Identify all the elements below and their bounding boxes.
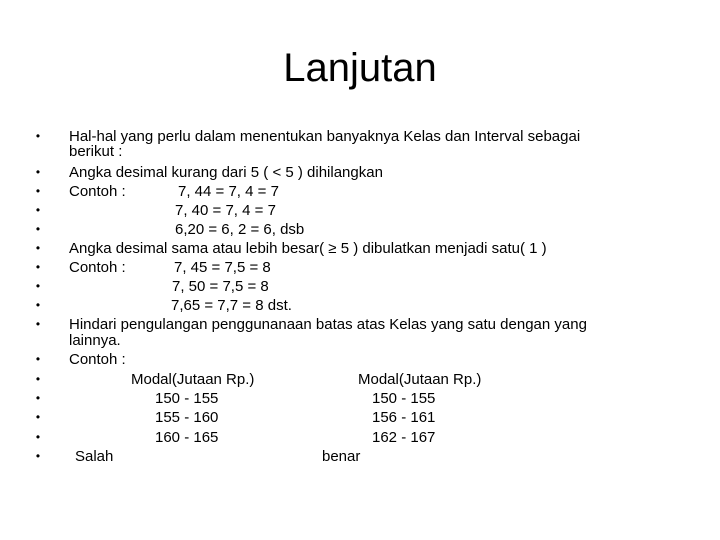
item-text: 7, 40 = 7, 4 = 7 <box>175 202 276 219</box>
bullet-icon: • <box>35 129 41 143</box>
bullet-icon: • <box>35 165 41 179</box>
bullet-icon: • <box>35 222 41 236</box>
column-header-benar: Modal(Jutaan Rp.) <box>358 371 482 388</box>
item-text: 6,20 = 6, 2 = 6, dsb <box>175 221 305 238</box>
column-header-salah: Modal(Jutaan Rp.) <box>131 371 255 388</box>
example-label: Contoh : <box>69 351 126 368</box>
bullet-icon: • <box>35 241 41 255</box>
bullet-icon: • <box>35 260 41 274</box>
interval-wrong: 160 - 165 <box>155 429 219 446</box>
bullet-icon: • <box>35 279 41 293</box>
item-text: 7, 45 = 7,5 = 8 <box>174 259 271 276</box>
bullet-icon: • <box>35 372 41 386</box>
bullet-icon: • <box>35 184 41 198</box>
item-text: Hindari pengulangan penggunanaan batas atas Kelas yang satu dengan yang <box>69 316 587 333</box>
label-salah: Salah <box>75 448 114 465</box>
bullet-icon: • <box>35 430 41 444</box>
item-text: 7, 44 = 7, 4 = 7 <box>178 183 279 200</box>
item-text: 7,65 = 7,7 = 8 dst. <box>171 297 292 314</box>
example-label: Contoh : <box>69 183 126 200</box>
bullet-icon: • <box>35 391 41 405</box>
item-text: lainnya. <box>69 332 121 349</box>
bullet-icon: • <box>35 298 41 312</box>
interval-right: 150 - 155 <box>372 390 436 407</box>
interval-right: 162 - 167 <box>372 429 436 446</box>
interval-wrong: 155 - 160 <box>155 409 219 426</box>
bullet-icon: • <box>35 203 41 217</box>
label-benar: benar <box>322 448 361 465</box>
slide-title: Lanjutan <box>283 46 437 90</box>
item-text: Angka desimal sama atau lebih besar( ≥ 5 ) dibulatkan menjadi satu( 1 ) <box>69 240 547 257</box>
item-text: 7, 50 = 7,5 = 8 <box>172 278 269 295</box>
bullet-icon: • <box>35 352 41 366</box>
item-text: Angka desimal kurang dari 5 ( < 5 ) dihilangkan <box>69 164 383 181</box>
bullet-icon: • <box>35 410 41 424</box>
example-label: Contoh : <box>69 259 126 276</box>
item-text: Hal-hal yang perlu dalam menentukan banyaknya Kelas dan Interval sebagai <box>69 128 581 145</box>
interval-wrong: 150 - 155 <box>155 390 219 407</box>
bullet-icon: • <box>35 449 41 463</box>
bullet-icon: • <box>35 317 41 331</box>
interval-right: 156 - 161 <box>372 409 436 426</box>
item-text: berikut : <box>69 143 123 160</box>
